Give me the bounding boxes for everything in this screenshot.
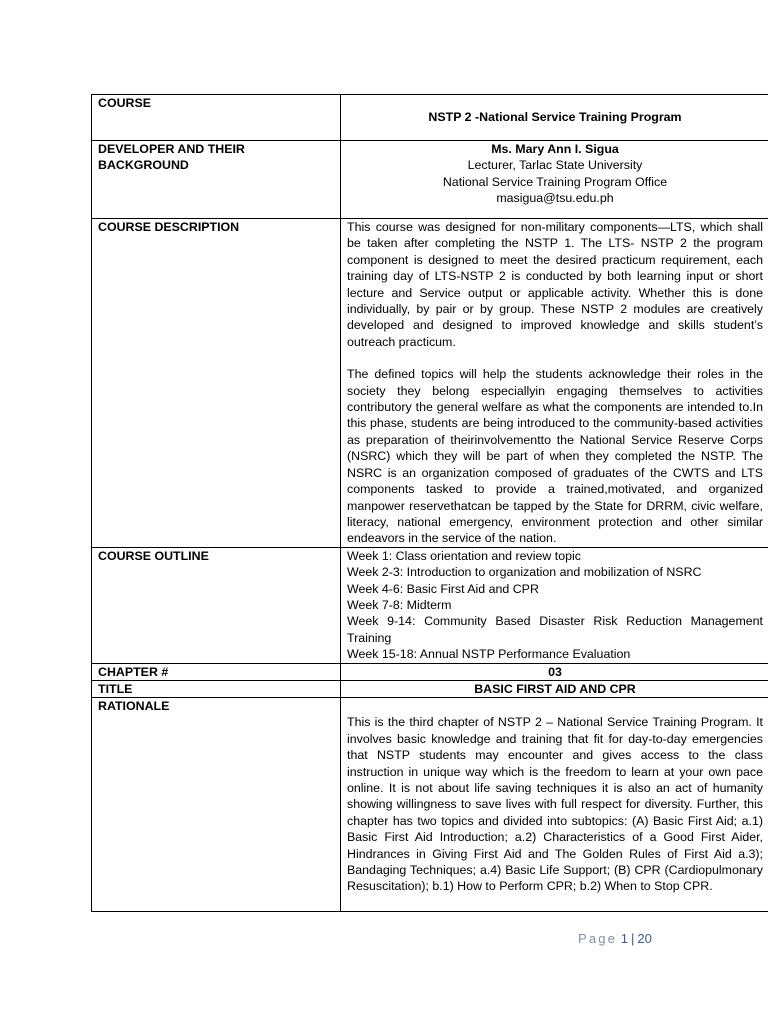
outline-week-item: Week 9-14: Community Based Disaster Risk Reduction Management Training (347, 614, 763, 645)
developer-email: masigua@tsu.edu.ph (496, 191, 614, 206)
row-rationale (92, 698, 768, 912)
description-value-cell (341, 219, 768, 548)
outline-week-item: Week 15-18: Annual NSTP Performance Evaluation (347, 647, 631, 662)
page-word: Page (578, 931, 618, 946)
title-value: BASIC FIRST AID AND CPR (341, 680, 768, 697)
page-number: 1 (620, 931, 629, 946)
outline-week-item: Week 1: Class orientation and review topic (347, 548, 581, 563)
page-total: 20 (637, 931, 652, 946)
page-footer (578, 931, 652, 946)
outline-week-item: Week 7-8: Midterm (347, 597, 452, 612)
course-value: NSTP 2 -National Service Training Program (428, 110, 682, 125)
developer-label: DEVELOPER AND THEIR BACKGROUND (92, 141, 341, 219)
course-info-table (91, 94, 768, 912)
developer-line1: Lecturer, Tarlac State University (467, 158, 643, 173)
row-description (92, 219, 768, 548)
description-para-2: The defined topics will help the students acknowledge their roles in the society they belong especiallyin engaging themselves to activities contributory the general welfare as what the components are intended to.In this phase, students are being introduced to the community-based activities as preparation of theirinvolvementto the National Service Reserve Corps (NSRC) which they will be part of when they completed the NSTP. The NSRC is an organization composed of graduates of the CWTS and LTS components tasked to provide a trained,motivated, and organized manpower reservethatcan be tapped by the State for DRRM, civic welfare, literacy, national emergency, environment protection and other similar endeavors in the service of the nation. (347, 367, 763, 546)
course-label: COURSE (92, 95, 341, 141)
outline-label: COURSE OUTLINE (92, 547, 341, 663)
course-value-cell (341, 95, 768, 141)
developer-name: Ms. Mary Ann I. Sigua (491, 142, 619, 156)
chapter-label: CHAPTER # (92, 663, 341, 680)
developer-line2: National Service Training Program Office (442, 174, 668, 189)
outline-week-item: Week 4-6: Basic First Aid and CPR (347, 581, 539, 596)
rationale-text: This is the third chapter of NSTP 2 – National Service Training Program. It involves basic knowledge and training that fit for day-to-day emergencies that NSTP students may encounter and gives access to the class instruction in unique way which is the freedom to learn at your own pace online. It is not about life saving techniques it is also an act of humanity showing willingness to save lives with full respect for diversity. Further, this chapter has two topics and divided into subtopics: (A) Basic First Aid; a.1) Basic First Aid Introduction; a.2) Characteristics of a Good First Aider, Hindrances in Giving First Aid and The Golden Rules of First Aid a.3); Bandaging Techniques; a.4) Basic Life Support; (B) CPR (Cardiopulmonary Resuscitation); b.1) How to Perform CPR; b.2) When to Stop CPR. (347, 715, 763, 894)
row-title (92, 680, 768, 697)
row-course (92, 95, 768, 141)
outline-value-cell (341, 547, 768, 663)
row-chapter (92, 663, 768, 680)
row-outline (92, 547, 768, 663)
description-label: COURSE DESCRIPTION (92, 219, 341, 548)
title-label: TITLE (92, 680, 341, 697)
developer-value-cell (341, 141, 768, 219)
row-developer (92, 141, 768, 219)
description-para-1: This course was designed for non-military components—LTS, which shall be taken after completing the NSTP 1. The LTS- NSTP 2 the program component is designed to meet the desired practicum requirement, each training day of LTS-NSTP 2 is conducted by both learning input or short lecture and Service output or applicable activity. Whether this is done individually, by pair or by group. These NSTP 2 modules are creatively developed and designed to improved knowledge and skills student’s outreach practicum. (347, 220, 763, 349)
outline-week-item: Week 2-3: Introduction to organization and mobilization of NSRC (347, 565, 702, 580)
rationale-label: RATIONALE (92, 698, 341, 912)
chapter-value: 03 (341, 663, 768, 680)
rationale-value-cell (341, 698, 768, 912)
page-separator: | (631, 931, 635, 946)
